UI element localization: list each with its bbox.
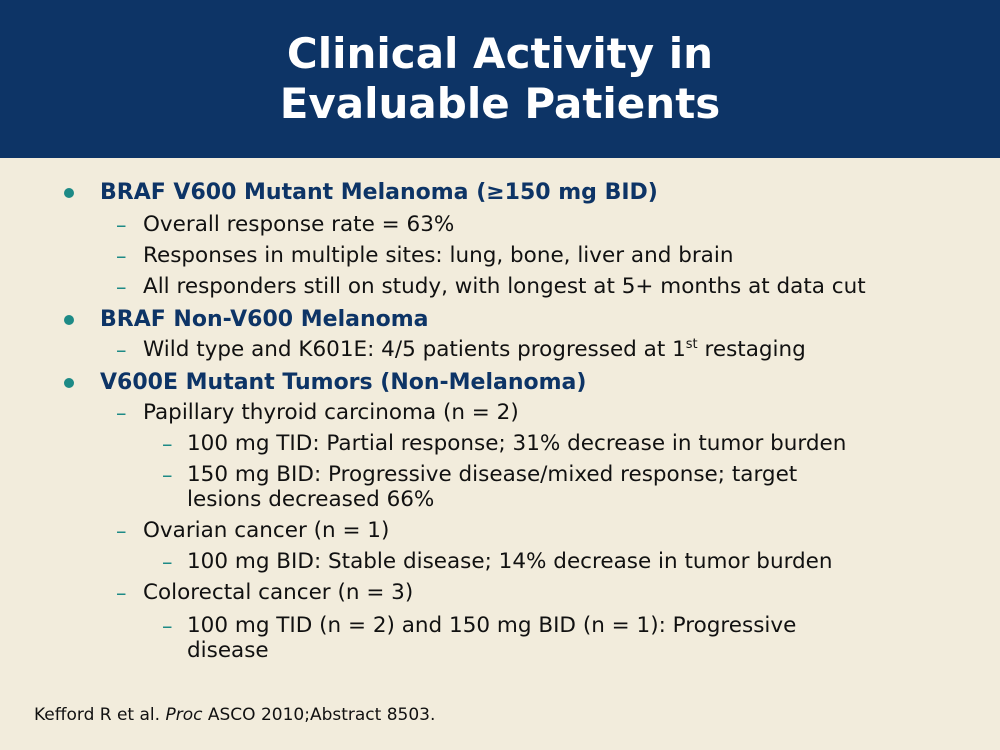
list-item [143, 337, 806, 363]
sub-list-item-continued: lesions decreased 66% [187, 487, 435, 512]
dash-icon: – [162, 614, 173, 638]
slide-title-line-1: Clinical Activity in [286, 29, 714, 78]
sub-list-item: 100 mg TID (n = 2) and 150 mg BID (n = 1): Progressive [187, 613, 797, 638]
citation-authors: Kefford R et al. [34, 705, 161, 725]
dash-icon: – [116, 581, 127, 605]
dash-icon: – [116, 519, 127, 543]
citation-details: ASCO 2010;Abstract 8503. [207, 705, 436, 725]
dash-icon: – [116, 275, 127, 299]
dash-icon: – [116, 401, 127, 425]
list-item-ovarian: Ovarian cancer (n = 1) [143, 518, 390, 543]
dash-icon: – [116, 213, 127, 237]
list-item: Overall response rate = 63% [143, 212, 455, 237]
citation-journal: Proc [165, 705, 203, 725]
section-heading-braf-non-v600: BRAF Non-V600 Melanoma [100, 307, 429, 332]
slide-title-line-2: Evaluable Patients [279, 79, 721, 128]
sub-list-item-continued: disease [187, 638, 269, 663]
dash-icon: – [162, 432, 173, 456]
sub-list-item: 150 mg BID: Progressive disease/mixed response; target [187, 462, 798, 487]
section-heading-v600e-tumors: V600E Mutant Tumors (Non-Melanoma) [100, 370, 587, 395]
list-item: Responses in multiple sites: lung, bone, liver and brain [143, 243, 734, 268]
bullet-dot-icon [64, 315, 74, 325]
dash-icon: – [162, 550, 173, 574]
dash-icon: – [116, 338, 127, 362]
item-text-tail: restaging [697, 337, 806, 362]
item-text: Wild type and K601E: 4/5 patients progressed at 1 [143, 337, 686, 362]
sub-list-item: 100 mg BID: Stable disease; 14% decrease in tumor burden [187, 549, 833, 574]
dash-icon: – [116, 244, 127, 268]
list-item-thyroid: Papillary thyroid carcinoma (n = 2) [143, 400, 519, 425]
list-item-colorectal: Colorectal cancer (n = 3) [143, 580, 414, 605]
list-item: All responders still on study, with longest at 5+ months at data cut [143, 274, 866, 299]
dash-icon: – [162, 463, 173, 487]
bullet-dot-icon [64, 188, 74, 198]
citation [34, 704, 435, 726]
section-heading-braf-v600: BRAF V600 Mutant Melanoma (≥150 mg BID) [100, 180, 658, 205]
ordinal-suffix: st [685, 336, 698, 352]
sub-list-item: 100 mg TID: Partial response; 31% decrease in tumor burden [187, 431, 847, 456]
bullet-dot-icon [64, 378, 74, 388]
